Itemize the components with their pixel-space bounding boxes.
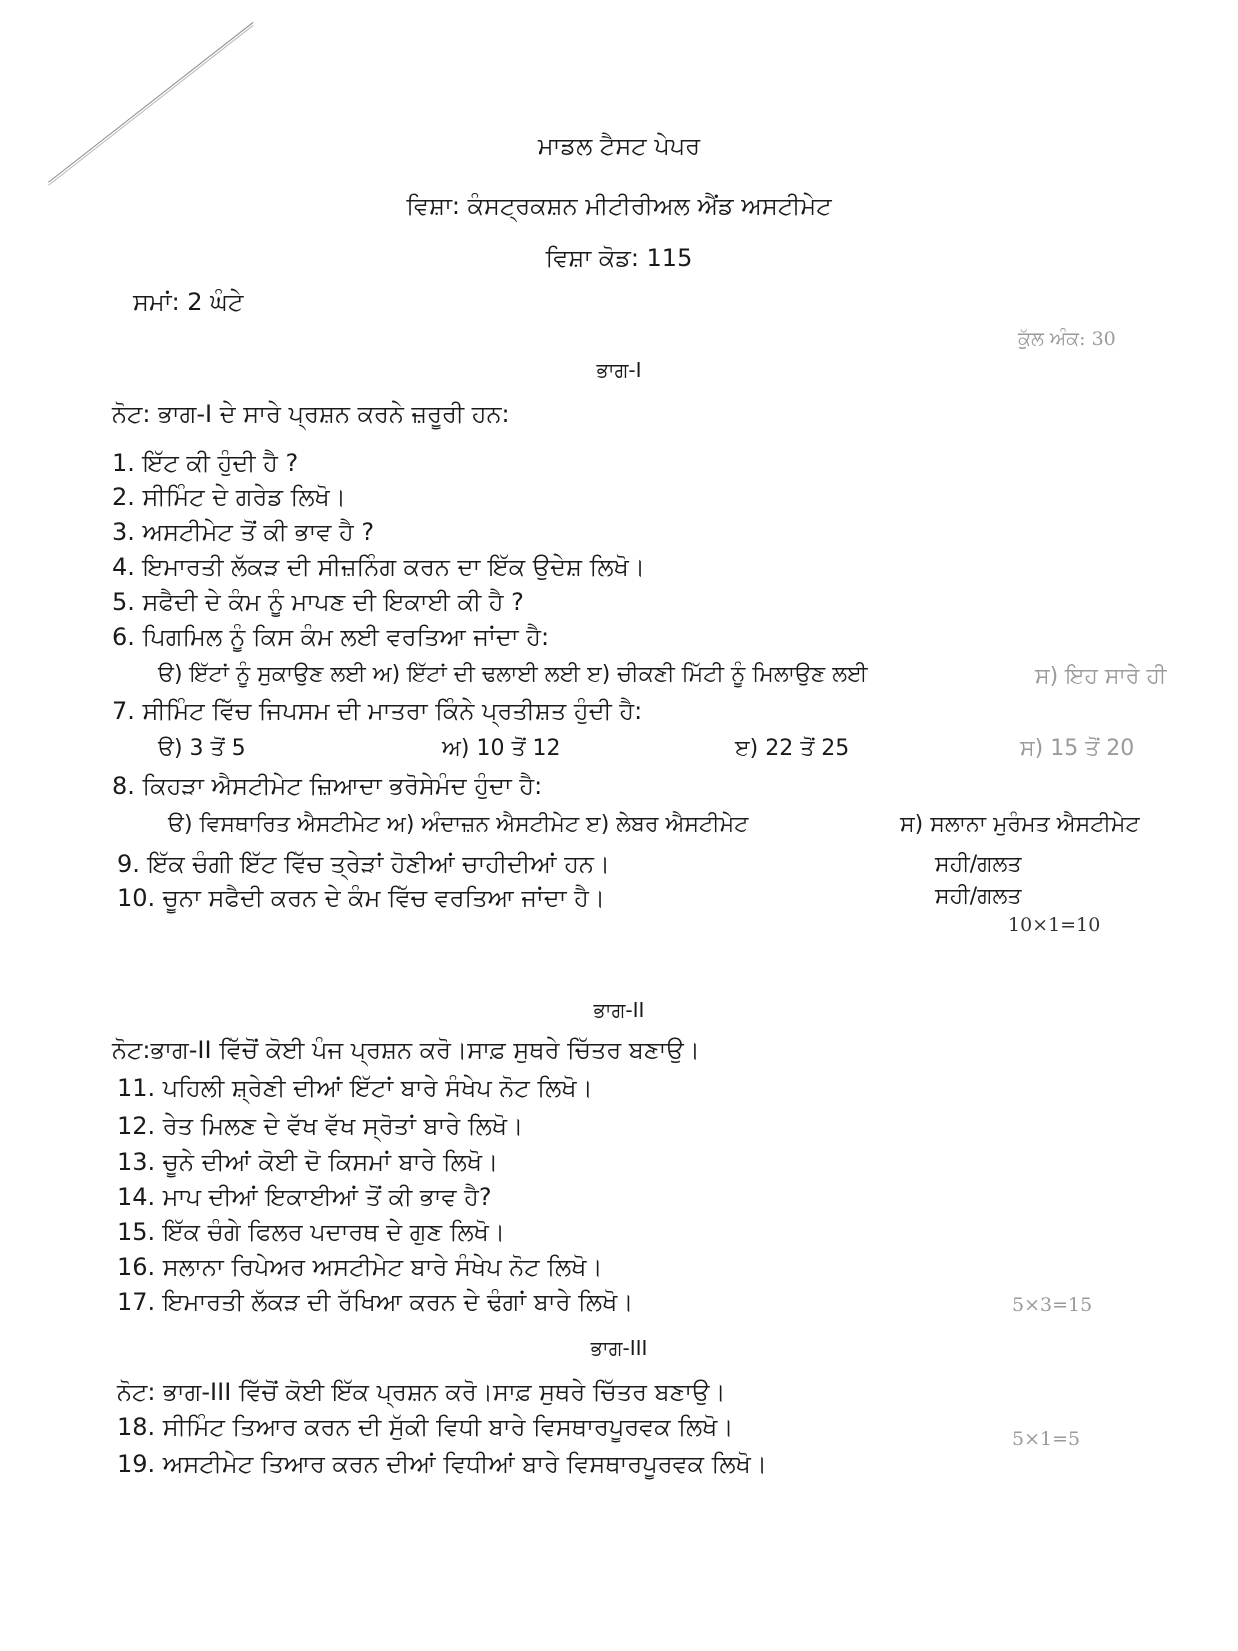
question-19: 19. ਅਸਟੀਮੇਟ ਤਿਆਰ ਕਰਨ ਦੀਆਂ ਵਿਧੀਆਂ ਬਾਰੇ ਵਿਸਥਾਰਪੂਰਵਕ ਲਿਖੋ।: [117, 1450, 768, 1478]
subject-code: ਵਿਸ਼ਾ ਕੋਡ: 115: [545, 244, 693, 272]
question-7-option-d: ਸ) 15 ਤੋਂ 20: [1020, 736, 1135, 761]
part2-heading: ਭਾਗ-II: [593, 998, 645, 1022]
question-7-option-a: ੳ) 3 ਤੋਂ 5: [158, 736, 246, 761]
question-7-option-b: ਅ) 10 ਤੋਂ 12: [442, 736, 561, 761]
question-15: 15. ਇੱਕ ਚੰਗੇ ਫਿਲਰ ਪਦਾਰਥ ਦੇ ਗੁਣ ਲਿਖੋ।: [117, 1218, 506, 1246]
question-7: 7. ਸੀਮਿੰਟ ਵਿੱਚ ਜਿਪਸਮ ਦੀ ਮਾਤਰਾ ਕਿੰਨੇ ਪ੍ਰਤੀਸ਼ਤ ਹੁੰਦੀ ਹੈ:: [112, 697, 643, 725]
part2-marks: 5×3=15: [1012, 1294, 1093, 1316]
part1-heading: ਭਾਗ-I: [596, 358, 642, 382]
paper-title: ਮਾਡਲ ਟੈਸਟ ਪੇਪਰ: [537, 132, 701, 160]
question-2: 2. ਸੀਮਿੰਟ ਦੇ ਗਰੇਡ ਲਿਖੋ।: [112, 483, 346, 511]
question-8-option-d: ਸ) ਸਲਾਨਾ ਮੁਰੰਮਤ ਐਸਟੀਮੇਟ: [900, 812, 1140, 837]
question-12: 12. ਰੇਤ ਮਿਲਣ ਦੇ ਵੱਖ ਵੱਖ ਸ੍ਰੋਤਾਂ ਬਾਰੇ ਲਿਖੋ।: [117, 1112, 524, 1140]
total-marks: ਕੁੱਲ ਅੰਕ: 30: [1018, 328, 1116, 350]
question-4: 4. ਇਮਾਰਤੀ ਲੱਕੜ ਦੀ ਸੀਜ਼ਨਿੰਗ ਕਰਨ ਦਾ ਇੱਕ ਉਦੇਸ਼ ਲਿਖੋ।: [112, 553, 645, 581]
part1-marks: 10×1=10: [1008, 914, 1101, 936]
question-14: 14. ਮਾਪ ਦੀਆਂ ਇਕਾਈਆਂ ਤੋਂ ਕੀ ਭਾਵ ਹੈ?: [117, 1183, 492, 1211]
question-6-options: ੳ) ਇੱਟਾਂ ਨੂੰ ਸੁਕਾਉਣ ਲਈ ਅ) ਇੱਟਾਂ ਦੀ ਢਲਾਈ ਲਈ ੲ) ਚੀਕਣੀ ਮਿੱਟੀ ਨੂੰ ਮਿਲਾਉਣ ਲਈ: [158, 662, 868, 687]
question-3: 3. ਅਸਟੀਮੇਟ ਤੋਂ ਕੀ ਭਾਵ ਹੈ ?: [112, 518, 375, 546]
question-9-true-false: ਸਹੀ/ਗਲਤ: [935, 852, 1022, 877]
part3-marks: 5×1=5: [1012, 1428, 1081, 1450]
question-1: 1. ਇੱਟ ਕੀ ਹੁੰਦੀ ਹੈ ?: [112, 449, 299, 477]
question-9: 9. ਇੱਕ ਚੰਗੀ ਇੱਟ ਵਿੱਚ ਤ੍ਰੇੜਾਂ ਹੋਣੀਆਂ ਚਾਹੀਦੀਆਂ ਹਨ।: [117, 850, 611, 878]
part1-note: ਨੋਟ: ਭਾਗ-I ਦੇ ਸਾਰੇ ਪ੍ਰਸ਼ਨ ਕਰਨੇ ਜ਼ਰੂਰੀ ਹਨ:: [112, 400, 510, 428]
question-10: 10. ਚੂਨਾ ਸਫੈਦੀ ਕਰਨ ਦੇ ਕੰਮ ਵਿੱਚ ਵਰਤਿਆ ਜਾਂਦਾ ਹੈ।: [117, 884, 606, 912]
question-8-options: ੳ) ਵਿਸਥਾਰਿਤ ਐਸਟੀਮੇਟ ਅ) ਅੰਦਾਜ਼ਨ ਐਸਟੀਮੇਟ ੲ) ਲੇਬਰ ਐਸਟੀਮੇਟ: [168, 812, 749, 837]
part2-note: ਨੋਟ:ਭਾਗ-II ਵਿੱਚੋਂ ਕੋਈ ਪੰਜ ਪ੍ਰਸ਼ਨ ਕਰੋ।ਸਾਫ਼ ਸੁਥਰੇ ਚਿੱਤਰ ਬਣਾਉ।: [112, 1036, 700, 1064]
question-8: 8. ਕਿਹੜਾ ਐਸਟੀਮੇਟ ਜ਼ਿਆਦਾ ਭਰੋਸੇਮੰਦ ਹੁੰਦਾ ਹੈ:: [112, 772, 543, 800]
question-5: 5. ਸਫੈਦੀ ਦੇ ਕੰਮ ਨੂੰ ਮਾਪਣ ਦੀ ਇਕਾਈ ਕੀ ਹੈ ?: [112, 588, 524, 616]
question-18: 18. ਸੀਮਿੰਟ ਤਿਆਰ ਕਰਨ ਦੀ ਸੁੱਕੀ ਵਿਧੀ ਬਾਰੇ ਵਿਸਥਾਰਪੂਰਵਕ ਲਿਖੋ।: [117, 1413, 734, 1441]
part3-heading: ਭਾਗ-III: [590, 1336, 648, 1360]
question-17: 17. ਇਮਾਰਤੀ ਲੱਕੜ ਦੀ ਰੱਖਿਆ ਕਰਨ ਦੇ ਢੰਗਾਂ ਬਾਰੇ ਲਿਖੋ।: [117, 1288, 634, 1316]
question-16: 16. ਸਲਾਨਾ ਰਿਪੇਅਰ ਅਸਟੀਮੇਟ ਬਾਰੇ ਸੰਖੇਪ ਨੋਟ ਲਿਖੋ।: [117, 1253, 603, 1281]
time-allowed: ਸਮਾਂ: 2 ਘੰਟੇ: [133, 288, 244, 316]
part3-note: ਨੋਟ: ਭਾਗ-III ਵਿੱਚੋਂ ਕੋਈ ਇੱਕ ਪ੍ਰਸ਼ਨ ਕਰੋ।ਸਾਫ਼ ਸੁਥਰੇ ਚਿੱਤਰ ਬਣਾਉ।: [117, 1378, 726, 1406]
question-11: 11. ਪਹਿਲੀ ਸ਼੍ਰੇਣੀ ਦੀਆਂ ਇੱਟਾਂ ਬਾਰੇ ਸੰਖੇਪ ਨੋਟ ਲਿਖੋ।: [117, 1074, 593, 1102]
scan-artifact-line: [48, 25, 253, 186]
question-13: 13. ਚੂਨੇ ਦੀਆਂ ਕੋਈ ਦੋ ਕਿਸਮਾਂ ਬਾਰੇ ਲਿਖੋ।: [117, 1148, 499, 1176]
question-6-option-d: ਸ) ਇਹ ਸਾਰੇ ਹੀ: [1035, 664, 1167, 689]
question-6: 6. ਪਿਗਮਿਲ ਨੂੰ ਕਿਸ ਕੰਮ ਲਈ ਵਰਤਿਆ ਜਾਂਦਾ ਹੈ:: [112, 623, 550, 651]
subject-line: ਵਿਸ਼ਾ: ਕੰਸਟ੍ਰਕਸ਼ਨ ਮੀਟੀਰੀਅਲ ਐਂਡ ਅਸਟੀਮੇਟ: [406, 192, 832, 220]
question-7-option-c: ੲ) 22 ਤੋਂ 25: [735, 736, 850, 761]
question-10-true-false: ਸਹੀ/ਗਲਤ: [935, 884, 1022, 909]
